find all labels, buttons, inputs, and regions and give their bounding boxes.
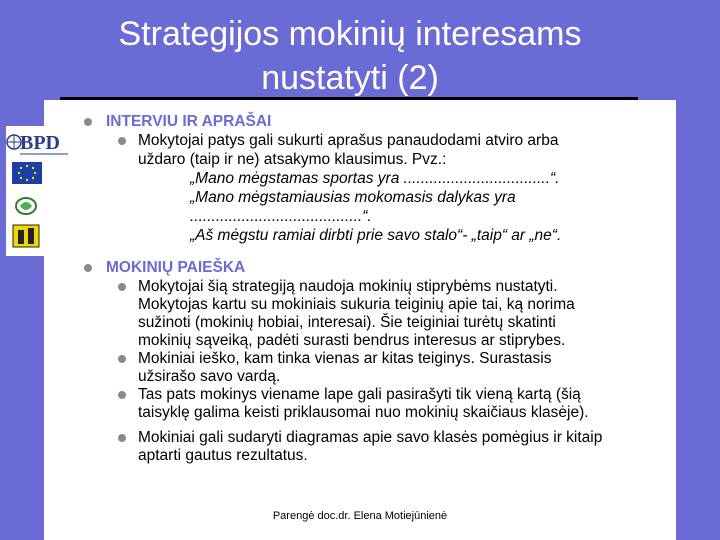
- yellow-emblem-icon: [12, 224, 40, 248]
- footer-author: Parengė doc.dr. Elena Motiejūnienė: [272, 510, 448, 522]
- list-item-line: taisyklę galima keisti priklausomai nuo mokinių skaičiaus klasėje).: [138, 404, 589, 421]
- example-line: „Mano mėgstamas sportas yra ..................................“.: [190, 170, 560, 187]
- list-item-line: Mokytojai patys gali sukurti aprašus panaudodami atviro arba: [138, 132, 559, 149]
- list-item-line: užsirašo savo vardą.: [138, 368, 281, 385]
- example-line: „Aš mėgstu ramiai dirbti prie savo stalo“- „taip“ ar „ne“.: [190, 227, 562, 244]
- green-emblem-icon: [14, 196, 38, 216]
- list-item-line: sužinoti (mokinių hobiai, interesai). Šie teiginiai turėtų skatinti: [138, 314, 556, 331]
- bpd-letters: BPD: [20, 132, 60, 154]
- slide-title: [60, 12, 640, 100]
- example-line: „Mano mėgstamiausias mokomasis dalykas yra: [190, 189, 516, 206]
- bullet-item: [118, 355, 126, 363]
- bullet-item: [118, 434, 126, 442]
- list-item-line: aptarti gautus rezultatus.: [138, 447, 308, 464]
- example-line: ........................................“.: [190, 208, 372, 225]
- bpd-logo: [6, 130, 70, 158]
- title-line-1: Strategijos mokinių interesams: [118, 15, 582, 53]
- list-item-line: mokinių sąveiką, padėti surasti bendrus interesus ar stiprybes.: [138, 332, 566, 349]
- eu-flag-icon: [12, 162, 42, 184]
- bullet-section-2: [84, 264, 92, 272]
- title-line-2: nustatyti (2): [261, 59, 439, 97]
- section-heading-paieska: MOKINIŲ PAIEŠKA: [106, 259, 246, 276]
- bullet-item: [118, 391, 126, 399]
- list-item-line: Mokytojai šią strategiją naudoja mokinių stiprybėms nustatyti.: [138, 278, 558, 295]
- list-item-line: uždaro (taip ir ne) atsakymo klausimus. Pvz.:: [138, 151, 447, 168]
- section-heading-interviu: INTERVIU IR APRAŠAI: [106, 113, 272, 130]
- list-item-line: Tas pats mokinys viename lape gali pasirašyti tik vieną kartą (šią: [138, 386, 581, 403]
- list-item-line: Mokytojas kartu su mokiniais sukuria teiginių apie tai, ką norima: [138, 296, 575, 313]
- list-item-line: Mokiniai ieško, kam tinka vienas ar kitas teiginys. Surastasis: [138, 350, 552, 367]
- bullet-item: [118, 283, 126, 291]
- frame-right: [676, 100, 720, 540]
- bullet-item: [118, 137, 126, 145]
- bullet-section-1: [84, 118, 92, 126]
- list-item-line: Mokiniai gali sudaryti diagramas apie savo klasės pomėgius ir kitaip: [138, 429, 603, 446]
